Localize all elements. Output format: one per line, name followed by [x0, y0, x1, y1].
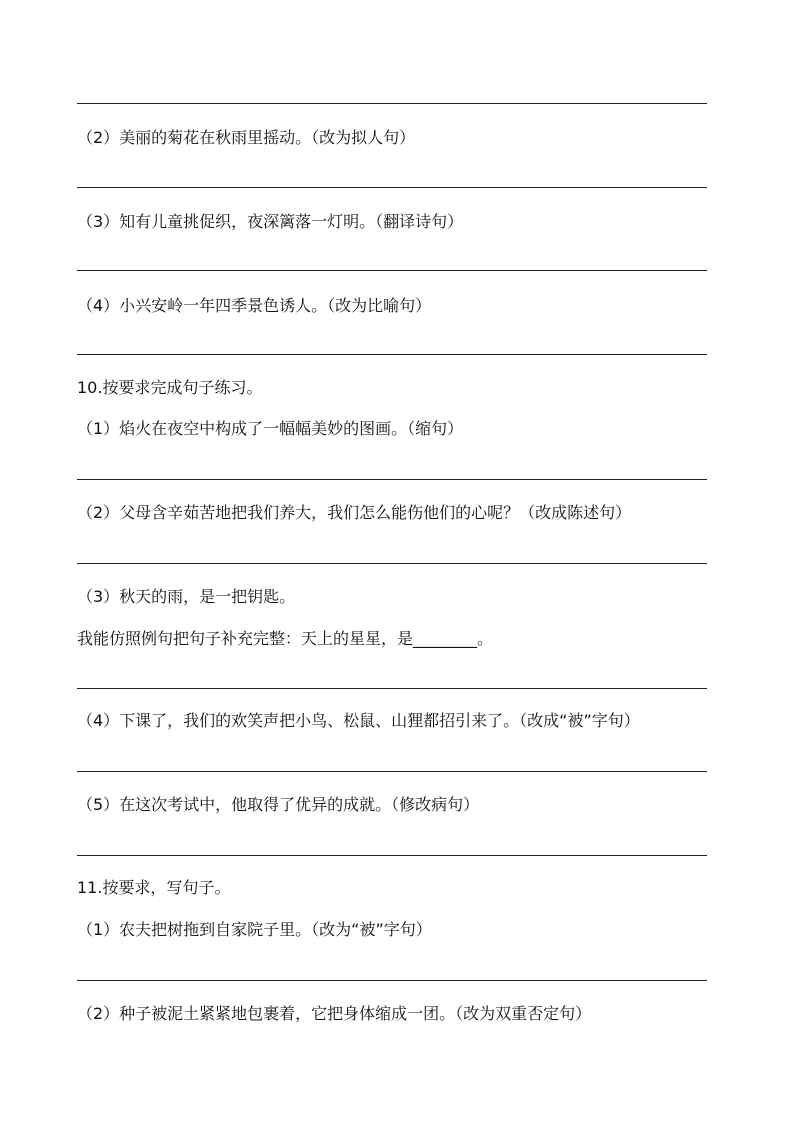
- answer-line[interactable]: [77, 771, 707, 772]
- question-11-heading: 11.按要求，写句子。: [77, 878, 231, 897]
- answer-line[interactable]: [77, 270, 707, 271]
- question-10-item-3-prompt: 我能仿照例句把句子补充完整：天上的星星，是________。: [77, 629, 494, 648]
- question-11-item-1: （1）农夫把树拖到自家院子里。（改为“被”字句）: [77, 920, 432, 939]
- question-10-heading: 10.按要求完成句子练习。: [77, 378, 263, 397]
- answer-line[interactable]: [77, 479, 707, 480]
- question-9-item-4: （4）小兴安岭一年四季景色诱人。（改为比喻句）: [77, 296, 432, 315]
- question-10-item-5: （5）在这次考试中，他取得了优异的成就。（修改病句）: [77, 795, 480, 814]
- question-9-item-3: （3）知有儿童挑促织，夜深篱落一灯明。（翻译诗句）: [77, 212, 464, 231]
- question-10-item-3: （3）秋天的雨，是一把钥匙。: [77, 587, 296, 606]
- answer-line[interactable]: [77, 688, 707, 689]
- question-10-item-1: （1）焰火在夜空中构成了一幅幅美妙的图画。（缩句）: [77, 419, 464, 438]
- answer-line[interactable]: [77, 103, 707, 104]
- answer-line[interactable]: [77, 563, 707, 564]
- question-9-item-2: （2）美丽的菊花在秋雨里摇动。（改为拟人句）: [77, 128, 416, 147]
- question-10-item-2: （2）父母含辛茹苦地把我们养大，我们怎么能伤他们的心呢？（改成陈述句）: [77, 503, 632, 522]
- answer-line[interactable]: [77, 187, 707, 188]
- answer-line[interactable]: [77, 855, 707, 856]
- question-11-item-2: （2）种子被泥土紧紧地包裹着，它把身体缩成一团。（改为双重否定句）: [77, 1004, 592, 1023]
- question-10-item-4: （4）下课了，我们的欢笑声把小鸟、松鼠、山狸都招引来了。（改成“被”字句）: [77, 711, 640, 730]
- answer-line[interactable]: [77, 354, 707, 355]
- answer-line[interactable]: [77, 980, 707, 981]
